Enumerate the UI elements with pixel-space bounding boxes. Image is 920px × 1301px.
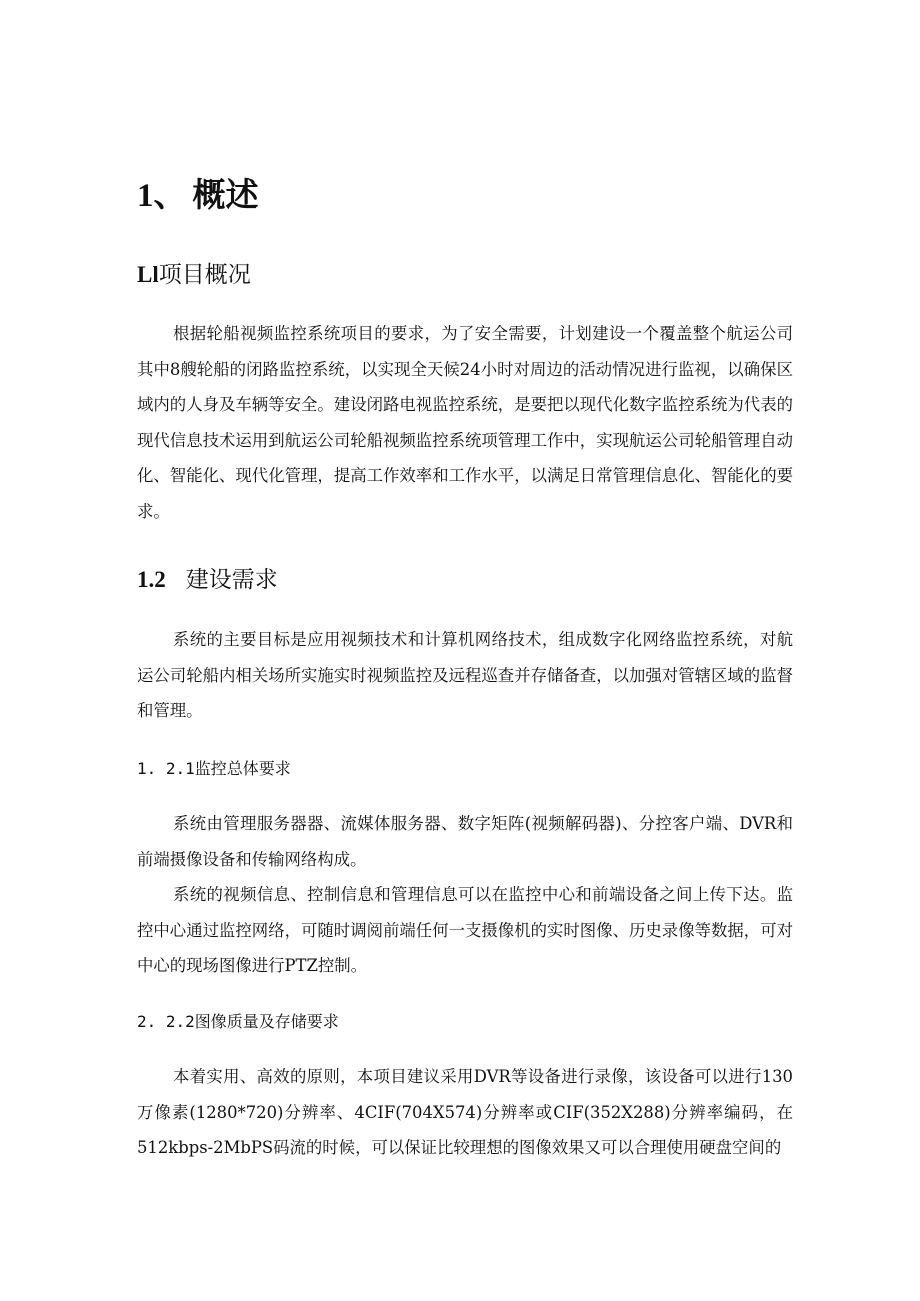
heading-section-1-2-2-title: 图像质量及存储要求: [194, 1012, 339, 1031]
heading-section-1: [137, 170, 259, 221]
heading-section-1-2-2: [137, 1010, 339, 1034]
heading-section-1-2: [137, 563, 278, 597]
paragraph-monitoring-information-flow: 系统的视频信息、控制信息和管理信息可以在监控中心和前端设备之间上传下达。监控中心通过监控网络，可随时调阅前端任何一支摄像机的实时图像、历史录像等数据，可对中心的现场图像进行PTZ控制。: [137, 885, 793, 976]
heading-section-1-2-title: 建设需求: [185, 567, 278, 593]
paragraph-project-overview: 根据轮船视频监控系统项目的要求，为了安全需要，计划建设一个覆盖整个航运公司其中8艘轮船的闭路监控系统，以实现全天候24小时对周边的活动情况进行监视，以确保区域内的人身及车辆等安全。建设闭路电视监控系统，是要把以现代化数字监控系统为代表的现代信息技术运用到航运公司轮船视频监控系统项管理工作中，实现航运公司轮船管理自动化、智能化、现代化管理，提高工作效率和工作水平，以满足日常管理信息化、智能化的要求。: [137, 324, 793, 521]
heading-section-1-title: 概述: [192, 175, 259, 214]
heading-section-1-2-1-title: 监控总体要求: [194, 759, 291, 778]
heading-section-1-2-1-number: 1. 2.1: [137, 759, 195, 778]
heading-section-1-1-number: Ll: [137, 262, 159, 287]
heading-section-1-1: [137, 258, 251, 292]
heading-section-1-2-2-number: 2. 2.2: [137, 1012, 195, 1031]
paragraph-construction-needs: 系统的主要目标是应用视频技术和计算机网络技术，组成数字化网络监控系统，对航运公司轮船内相关场所实施实时视频监控及远程巡查并存储备查，以加强对管辖区域的监督和管理。: [137, 630, 793, 721]
paragraph-monitoring-system-composition: 系统由管理服务器器、流媒体服务器、数字矩阵(视频解码器)、分控客户端、DVR和前端摄像设备和传输网络构成。: [137, 814, 793, 869]
heading-section-1-2-1: [137, 757, 291, 781]
heading-section-1-1-title: 项目概况: [158, 262, 251, 288]
heading-section-1-2-number: 1.2: [137, 567, 166, 592]
heading-section-1-number: 1、: [137, 178, 187, 214]
paragraph-image-quality-storage: 本着实用、高效的原则，本项目建议采用DVR等设备进行录像，该设备可以进行130万像素(1280*720)分辨率、4CIF(704X574)分辨率或CIF(352X288)分辨率编码，在512kbps-2MbPS码流的时候，可以保证比较理想的图像效果又可以合理使用硬盘空间的: [137, 1067, 793, 1158]
